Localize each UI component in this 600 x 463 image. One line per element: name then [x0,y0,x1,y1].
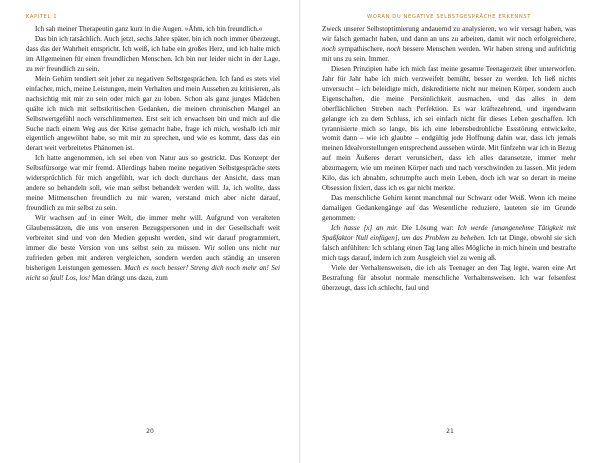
paragraph: Viele der Verhaltensweisen, die ich als Teenager an den Tag legte, waren eine Art Bestrafung für absolut normale menschliche Verhaltensweisen. Ich war felsenfest überzeugt, dass ich schlecht, faul und [322,263,576,292]
paragraph: Ich hasse [x] an mir. Die Lösung war: Ich werde [unangenehme Tätigkeit mit Spaßfaktor Null einfügen], um das Problem zu beheben. Ich tat Dinge, obwohl sie sich falsch anfühlten: Ich schlang einen Tag lang alles Mögliche in mich hinein und bestrafte mich tags darauf, indem ich zum Ausgleich viel zu wenig aß. [322,224,576,262]
page-number: 21 [446,428,454,435]
paragraph: Das bin ich tatsächlich. Auch jetzt, sechs Jahre später, bin ich noch immer überzeugt, dass das der Wahrheit entspricht. Ich weiß, ich habe ein großes Herz, und ich halte mich im Allgemeinen für einen freundlichen Menschen. Ich bin nur leider nicht in der Lage, zu mir freundlich zu sein. [26,34,280,73]
paragraph: Ich sah meiner Therapeutin ganz kurz in die Augen. »Ähm, ich bin freundlich.« [35,25,263,33]
paragraph: Das menschliche Gehirn kennt manchmal nur Schwarz oder Weiß. Wenn ich meine damaligen Gedankengänge auf das Wesentliche reduziere, lauteten sie im Grunde genommen: [322,194,576,223]
running-head-chapter: KAPITEL 1 [26,14,58,20]
right-page [300,0,600,463]
paragraph: Diesen Prinzipien habe ich mich fast meine gesamte Teenagerzeit über unterworfen. Jahr für Jahr habe ich mich verzweifelt bemüht, besser zu werden. Ich ließ nichts unversucht – ich beleidigte mich, diskreditierte nicht nur meinen Körper, sondern auch Eigenschaften, die meine Persönlichkeit ausmachen, und das alles in dem oberflächlichen Streben nach Perfektion. Es war kräftezehrend, und irgendwann gelangte ich zu dem Schluss, ich sei einfach nicht für dieses Leben geschaffen. Ich tyrannisierte mich so lange, bis ich eine lebensbedrohliche Essstörung entwickelte, womit dann – wie ich glaubte – endgültig jede Hoffnung dahin war, dass ich jemals meinen Idealvorstellungen entsprechend aussehen würde. Mit fünfzehn war ich in Bezug auf mein Äußeres derart verunsichert, dass ich alles daransetzte, immer mehr abzumagern, wie um meinen Körper nach und nach verschwinden zu lassen. Mit jedem Kilo, das ich abnahm, schrumpfte auch mein Leben, doch ich war so derart in meine Obsession fixiert, dass ich es gar nicht merkte. [322,64,577,193]
paragraph: Ich hatte angenommen, ich sei eben von Natur aus so gestrickt. Das Konzept der Selbstfürsorge war mir fremd. Allerdings haben meine negativen Selbstgespräche stets widersprüchlich für mich angefühlt, war ich doch durchaus der Ansicht, dass man andere so behandeln soll, wie man selbst behandelt werden will. Ja, ich wollte, dass meine Mitmenschen freundlich zu mir waren, verstand mich aber nicht darauf, freundlich zu mir selbst zu sein. [26,154,280,213]
paragraph: Mein Gehirn tendiert seit jeher zu negativen Selbstgesprächen. Ich fand es stets viel einfacher, mich, meine Leistungen, mein Verhalten und mein Aussehen zu kritisieren, als nachsichtig mit mir zu sein oder mich gar zu loben. Schon als ganz junges Mädchen quälte ich mich mit selbstkritischen Gedanken, die meinen chronischen Mangel an Selbstwertgefühl noch verschlimmerten. Erst seit ich erwachsen bin und mich auf die Suche nach einem Weg aus der Krise gemacht habe, frage ich mich, weshalb ich mir eigentlich angewöhnt habe, so mit mir zu sprechen, und wie es kommt, dass das ein derart weit verbreitetes Phänomen ist. [26,74,280,153]
paragraph: Wir wachsen auf in einer Welt, die immer mehr will. Aufgrund von veralteten Glaubenssätzen, die uns von unseren Bezugspersonen und in der Gesellschaft weit verbreitet sind und von den Medien gepusht werden, sind wir darauf programmiert, immer die beste Version von uns selbst sein zu müssen. Wir sollen uns nicht nur zufrieden geben mit anderen vergleichen, sondern werden auch ständig an unseren bisherigen Leistungen gemessen. Mach es noch besser! Streng dich noch mehr an! Sei nicht so faul! Los, los! Man drängt uns dazu, zum [26,214,280,282]
right-page-body [322,25,576,294]
page-number: 20 [146,428,154,435]
left-page-body [26,25,280,284]
paragraph: Zweck unserer Selbstoptimierung andauernd zu analysieren, wo wir versagt haben, was wir falsch gemacht haben, und dann an uns zu arbeiten, damit wir noch erfolgreichere, noch sympathischere, noch bessere Menschen werden. Wir haben streng und aufrichtig mit uns zu sein. Immer. [322,25,576,63]
running-head-section: WORAN DU NEGATIVE SELBSTGESPRÄCHE ERKENNST [366,14,531,20]
